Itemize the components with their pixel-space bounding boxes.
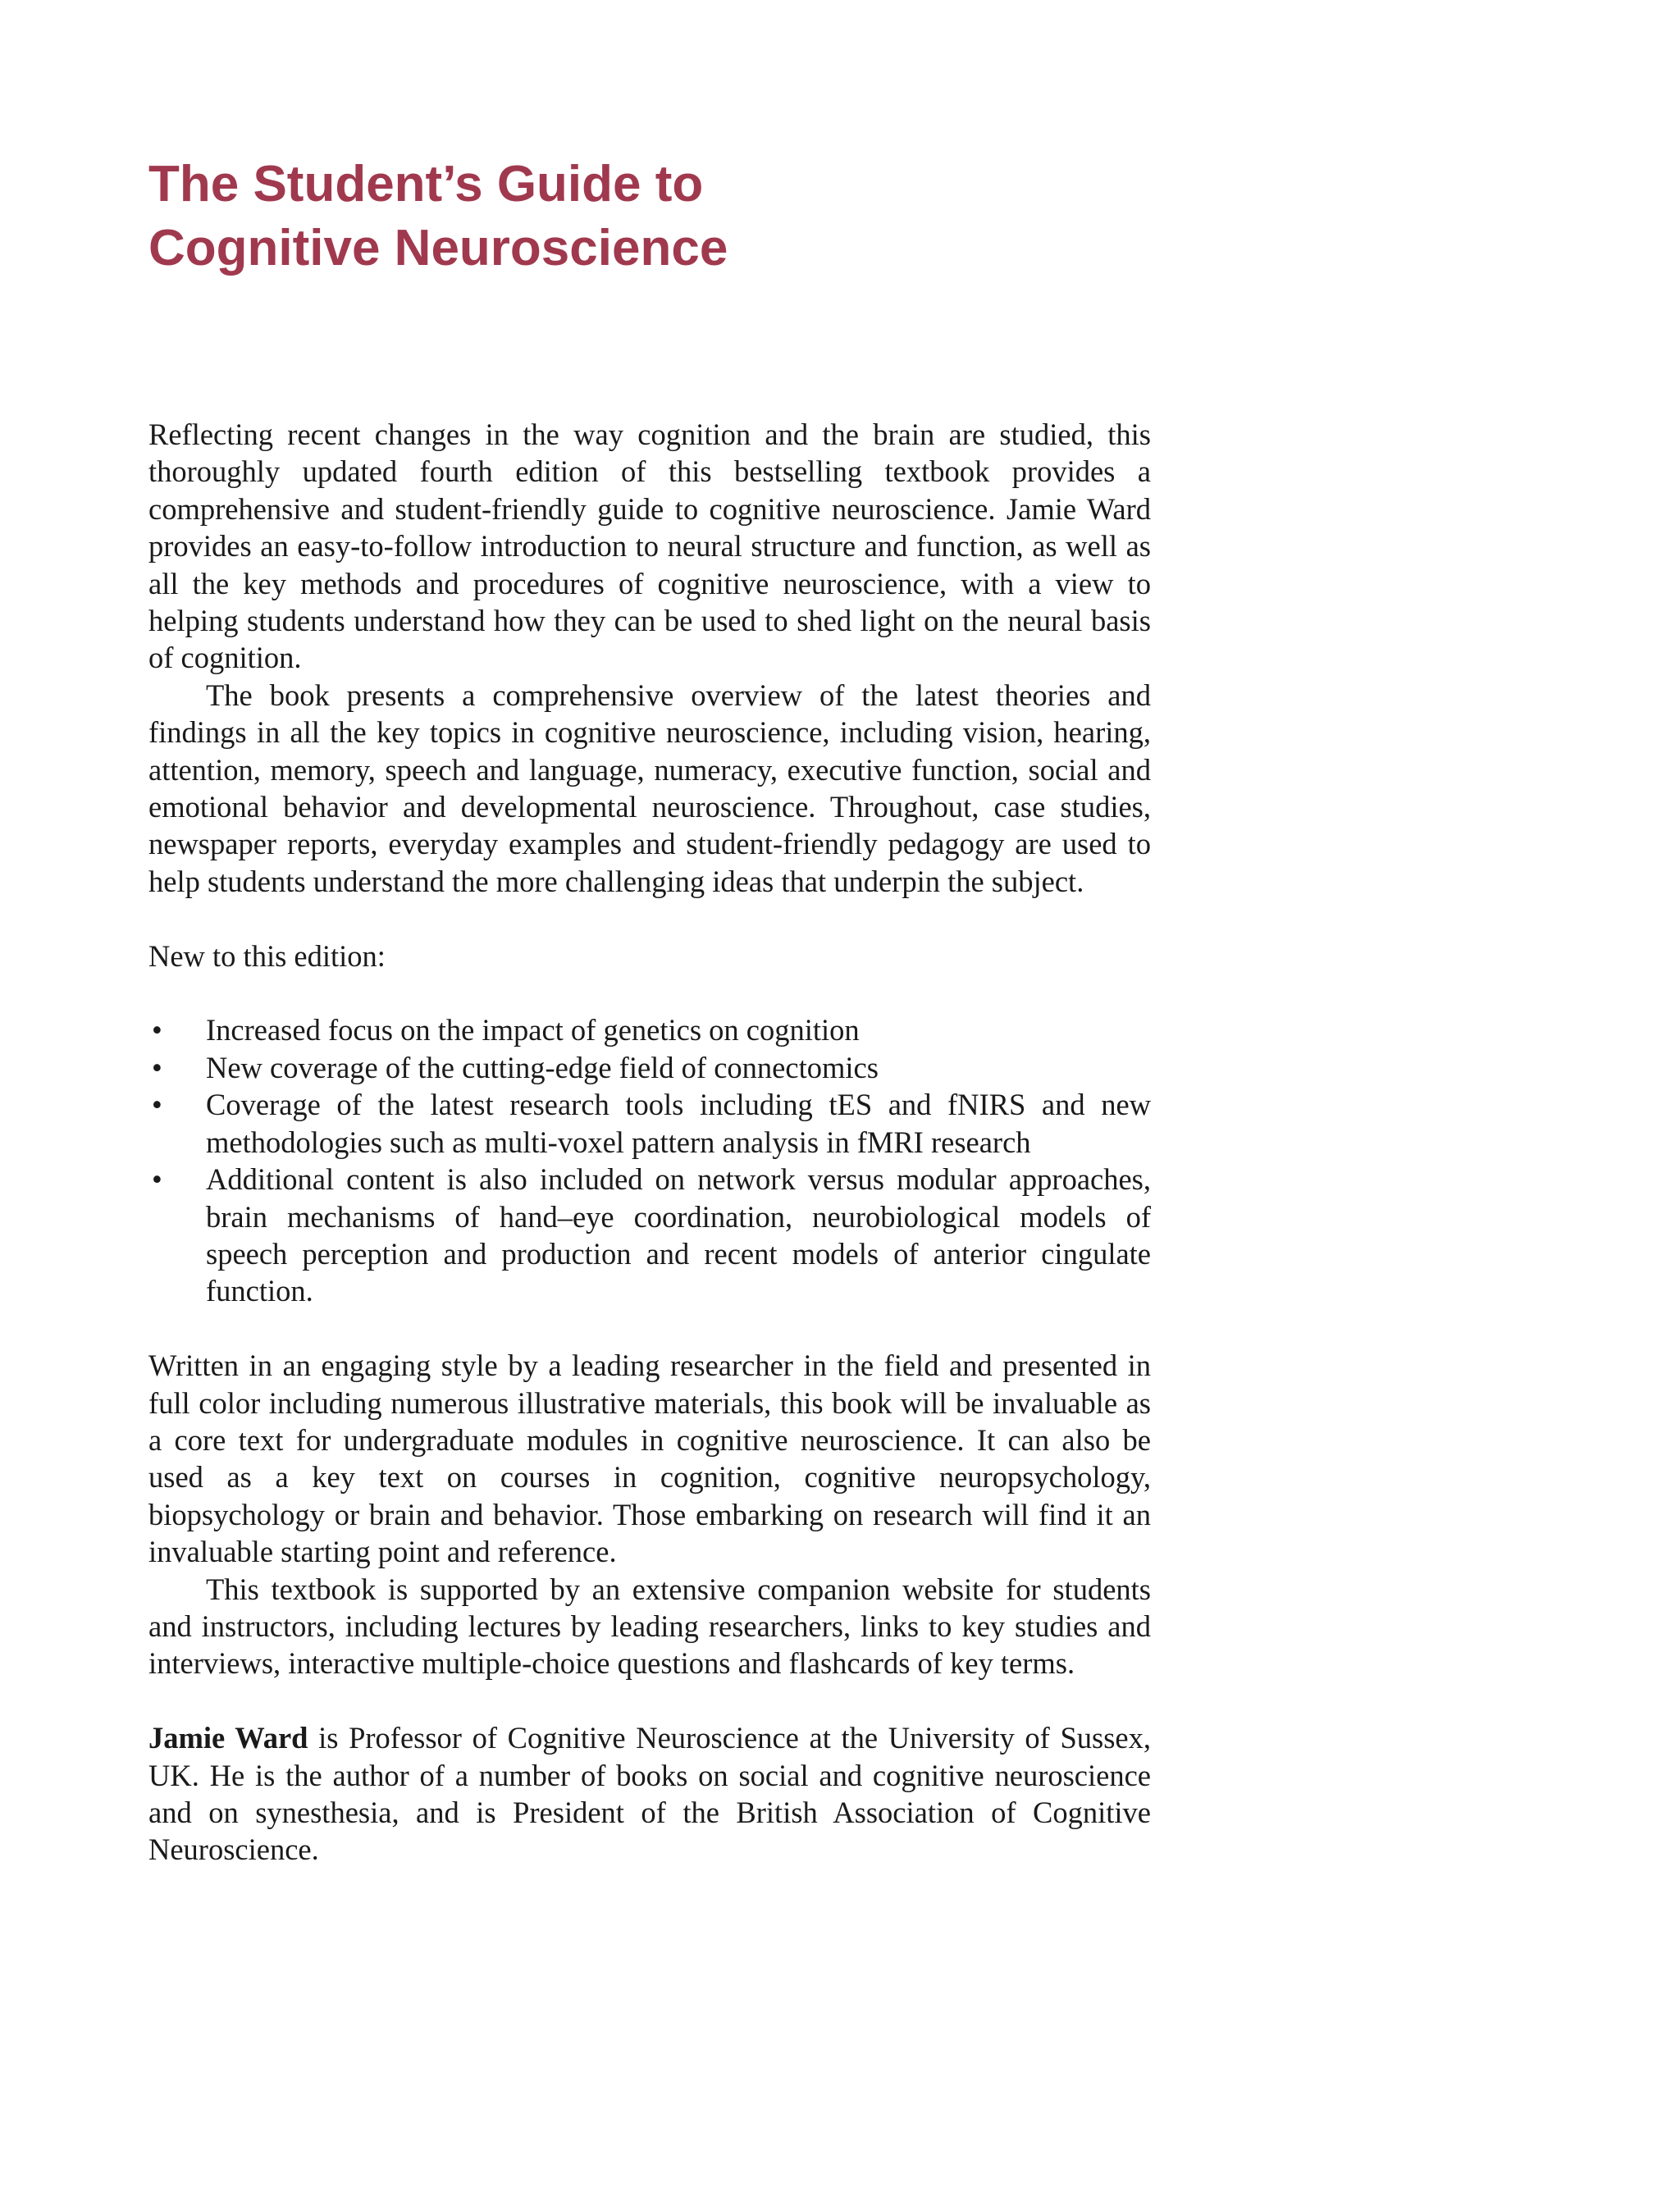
- spacer: [148, 900, 1151, 937]
- list-item-text: Increased focus on the impact of genetics on cognition: [206, 1013, 860, 1047]
- book-title-line-2: Cognitive Neuroscience: [148, 220, 728, 276]
- bullet-icon: •: [152, 1088, 162, 1122]
- list-item-text: Additional content is also included on network versus modular approaches, brain mechanisms of hand–eye coordination, neurobiological models of speech perception and production and recent models of anterior cingulate function.: [206, 1162, 1151, 1308]
- new-edition-list: [148, 1011, 1151, 1309]
- list-item-text: New coverage of the cutting-edge field of connectomics: [206, 1050, 879, 1084]
- usage-paragraph-2: This textbook is supported by an extensive companion website for students and instructors, including lectures by leading researchers, links to key studies and interviews, interactive multiple-choice questions and flashcards of key terms.: [148, 1572, 1151, 1681]
- book-title-line-1: The Student’s Guide to: [148, 156, 704, 212]
- spacer: [148, 1310, 1151, 1347]
- list-item: [148, 1086, 1151, 1161]
- list-item: [148, 1161, 1151, 1310]
- list-item: [148, 1011, 1151, 1048]
- bullet-icon: •: [152, 1162, 162, 1197]
- list-item: [148, 1049, 1151, 1086]
- bullet-icon: •: [152, 1013, 162, 1047]
- description-paragraph-1: Reflecting recent changes in the way cognition and the brain are studied, this thoroughly updated fourth edition of this bestselling textbook provides a comprehensive and student-friendly guide to cognitive neuroscience. Jamie Ward provides an easy-to-follow introduction to neural structure and function, as well as all the key methods and procedures of cognitive neuroscience, with a view to helping students understand how they can be used to shed light on the neural basis of cognition.: [148, 418, 1151, 675]
- book-title: [148, 153, 1215, 281]
- description-paragraph-2: The book presents a comprehensive overview of the latest theories and findings in all the key topics in cognitive neuroscience, including vision, hearing, attention, memory, speech and language, numeracy, executive function, social and emotional behavior and developmental neuroscience. Throughout, case studies, newspaper reports, everyday examples and student-friendly pedagogy are used to help students understand the more challenging ideas that underpin the subject.: [148, 678, 1151, 898]
- spacer: [148, 1682, 1151, 1719]
- book-description: [148, 416, 1151, 1869]
- author-bio: is Professor of Cognitive Neuroscience at the University of Sussex, UK. He is the author of a number of books on social and cognitive neuroscience and on synesthesia, and is President of the British Association of Cognitive Neuroscience.: [148, 1721, 1151, 1867]
- author-name: Jamie Ward: [148, 1721, 308, 1755]
- bullet-icon: •: [152, 1050, 162, 1084]
- list-item-text: Coverage of the latest research tools including tES and fNIRS and new methodologies such as multi-voxel pattern analysis in fMRI research: [206, 1088, 1151, 1159]
- author-bio-paragraph: [148, 1719, 1151, 1869]
- new-edition-heading: New to this edition:: [148, 938, 386, 973]
- spacer: [148, 974, 1151, 1011]
- usage-paragraph-1: Written in an engaging style by a leading researcher in the field and presented in full color including numerous illustrative materials, this book will be invaluable as a core text for undergraduate modules in cognitive neuroscience. It can also be used as a key text on courses in cognition, cognitive neuropsychology, biopsychology or brain and behavior. Those embarking on research will find it an invaluable starting point and reference.: [148, 1349, 1151, 1569]
